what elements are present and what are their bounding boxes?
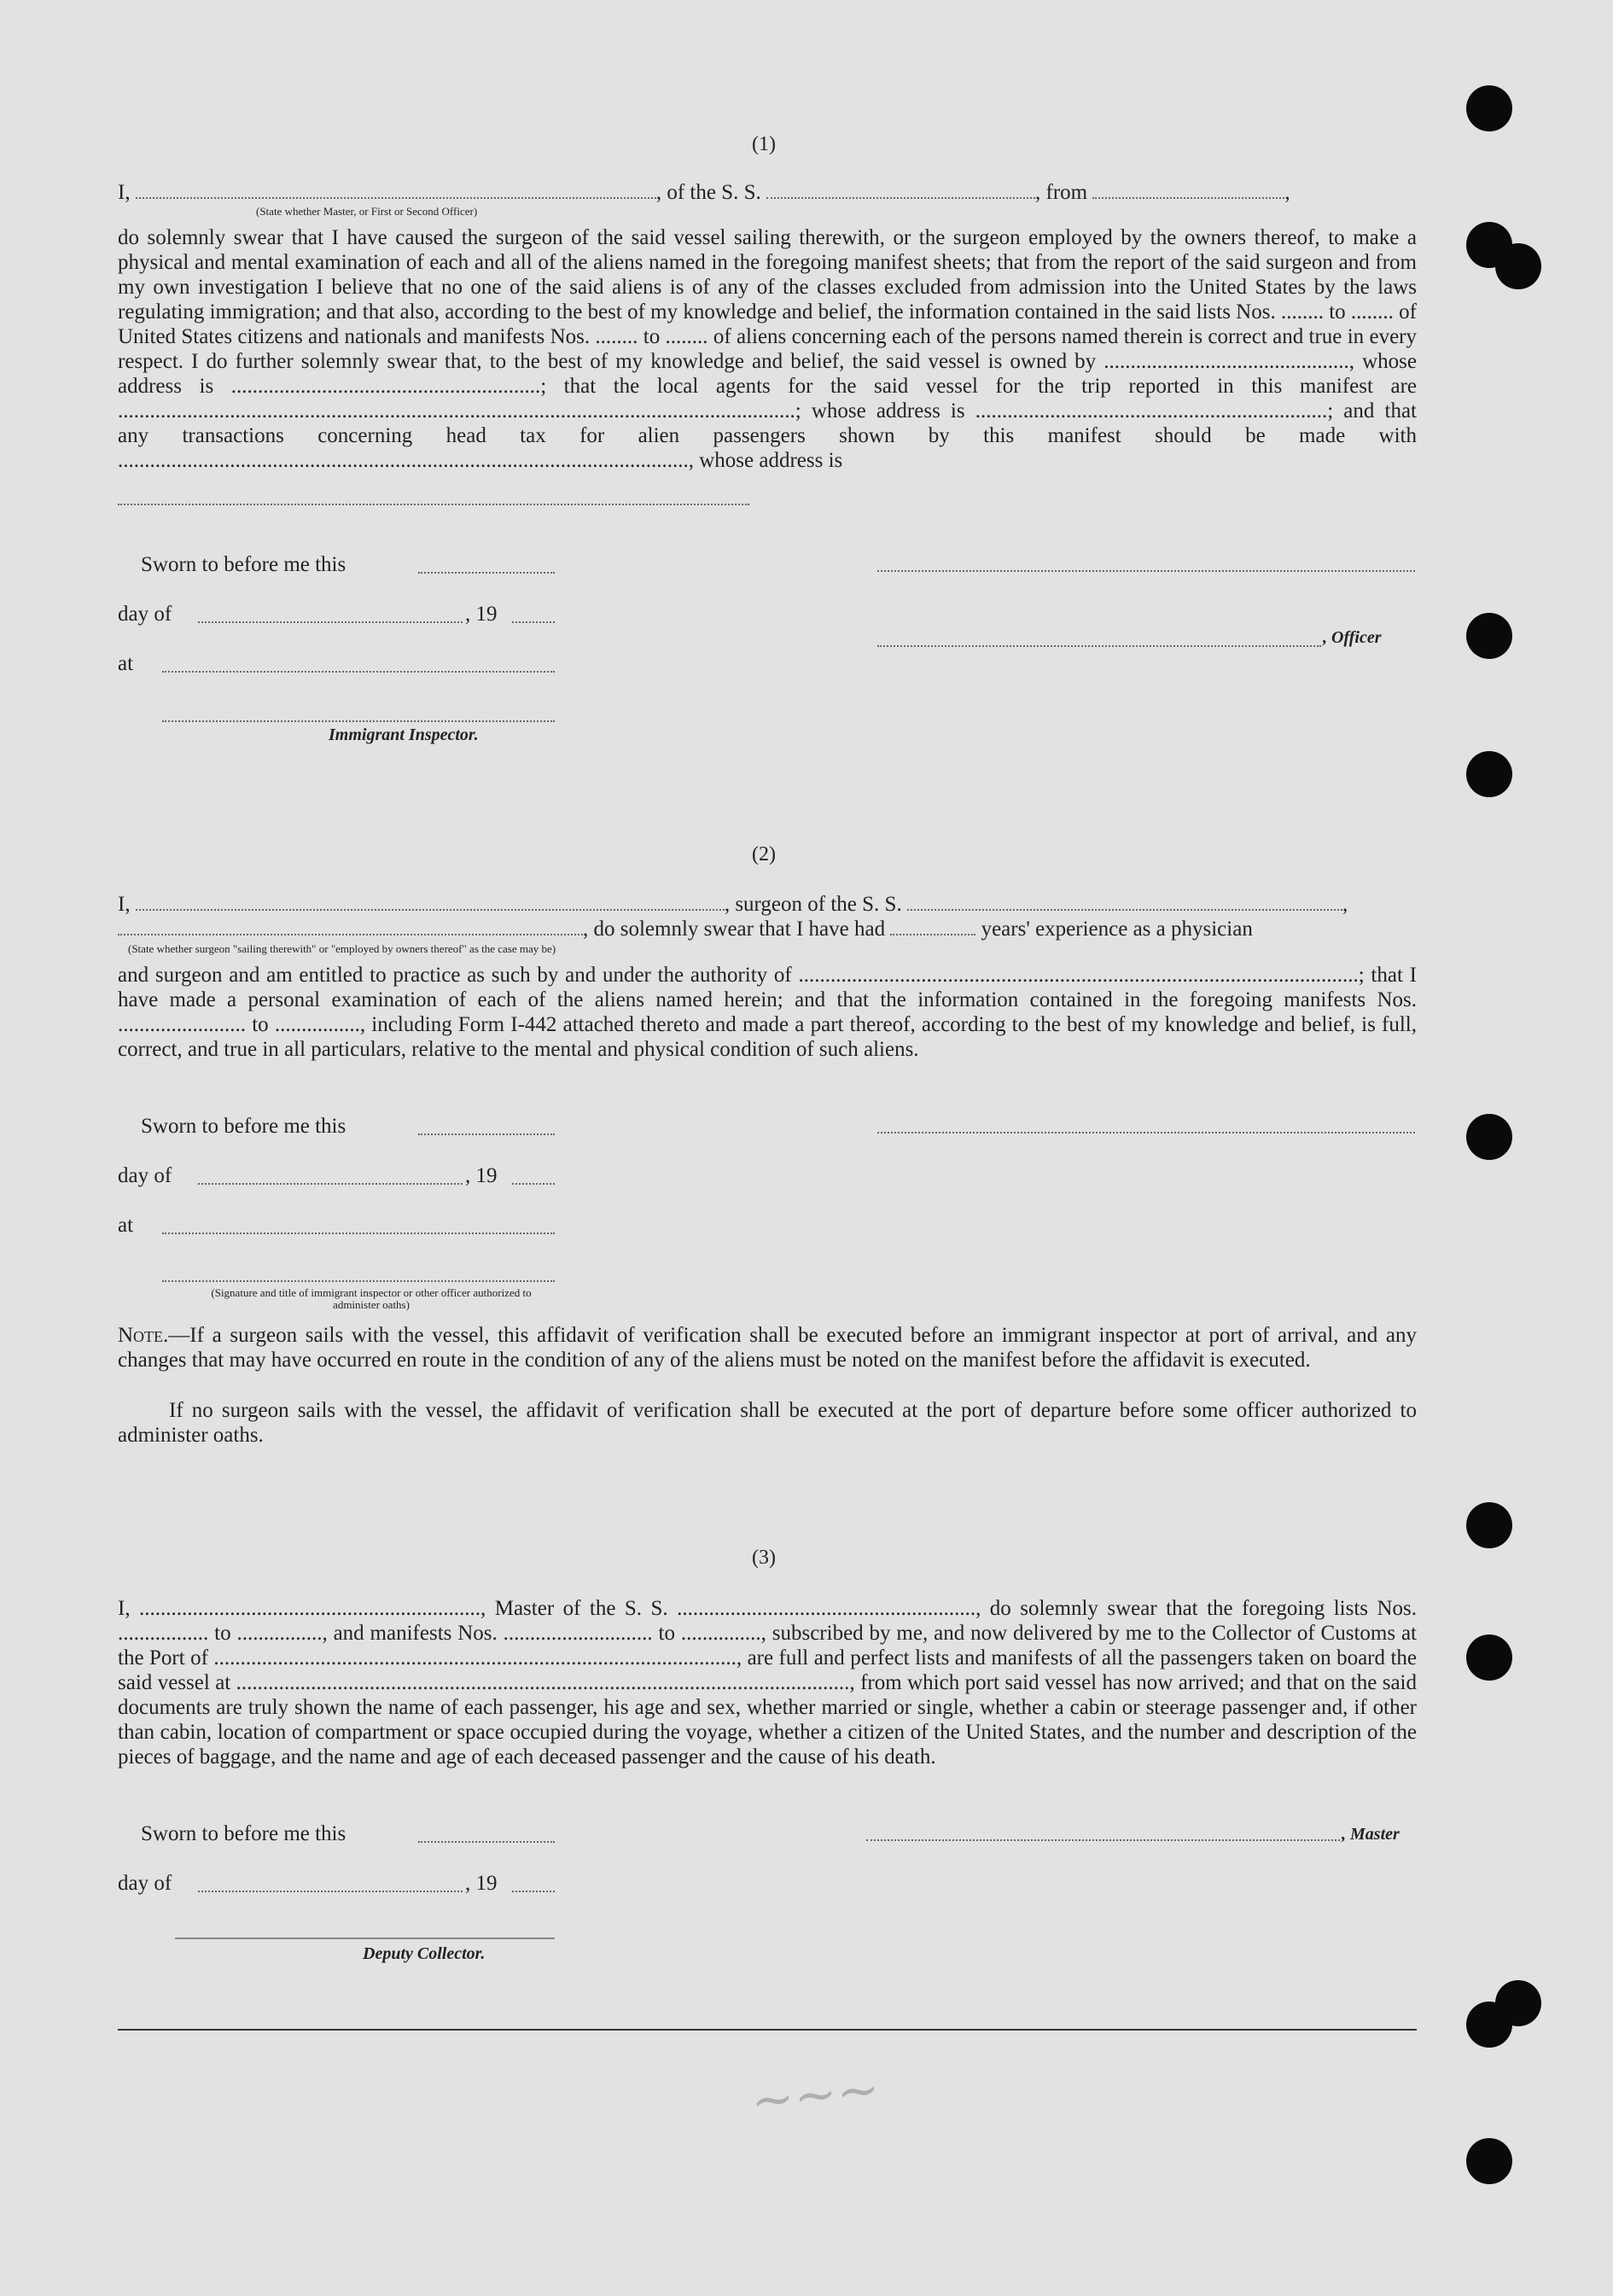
surgeon-of-ss-label: , surgeon of the S. S. (724, 893, 902, 916)
note-label: Note. (118, 1324, 169, 1347)
section-3-sworn-field[interactable] (418, 1841, 555, 1843)
from-label: , from (1035, 181, 1088, 204)
section-1-day-field[interactable] (198, 621, 463, 623)
immigrant-inspector-label: Immigrant Inspector. (329, 726, 479, 744)
section-1-i-label: I, (118, 181, 131, 204)
section-3-year-field[interactable] (512, 1891, 555, 1892)
administering-officer-signature-field[interactable] (162, 1280, 555, 1282)
section-2-first-line: I, , surgeon of the S. S. , (118, 893, 1348, 916)
administering-officer-hint: (Signature and title of immigrant inspector or other officer authorized to administer oaths) (211, 1286, 532, 1311)
handwriting-bleed: ~~~ (748, 2059, 883, 2132)
officer-title-label: , Officer (1323, 628, 1382, 647)
officer-signature-field[interactable] (877, 570, 1415, 572)
surgeon-name-field[interactable] (136, 894, 725, 911)
section-2-oath-text: and surgeon and am entitled to practice as such by and under the authority of .........................................................................................................; that I have made a personal examination of each of the aliens named herein; and that the information contained in the foregoing manifests Nos. ........................ to ................, including Form I-442 attached thereto and made a part thereof, according to the best of my knowledge and belief, is full, correct, and true in all particulars, relative to the mental and physical condition of such aliens. (118, 964, 1417, 1061)
surgeon-signature-field[interactable] (877, 1132, 1415, 1133)
note-text: —If a surgeon sails with the vessel, this affidavit of verification shall be executed before an immigrant inspector at port of arrival, and any changes that may have occurred en route in the condition of any of the aliens must be noted on the manifest before the affidavit is executed. (118, 1324, 1417, 1372)
section-2-at-field[interactable] (162, 1232, 555, 1234)
punch-hole (1466, 1502, 1512, 1548)
deputy-collector-label: Deputy Collector. (363, 1944, 486, 1963)
section-2-day-field[interactable] (198, 1183, 463, 1185)
punch-hole (1466, 613, 1512, 659)
of-ss-label: , of the S. S. (655, 181, 761, 204)
punch-hole (1495, 243, 1541, 289)
section-3-day-label: day of (118, 1872, 172, 1895)
deputy-collector-signature-field[interactable] (175, 1938, 555, 1939)
punch-hole (1466, 85, 1512, 131)
section-2-vessel-field[interactable] (907, 894, 1342, 911)
punch-hole (1466, 2138, 1512, 2184)
section-3-day-field[interactable] (198, 1891, 463, 1892)
section-3-oath-text: I, ................................................................, Master of the S. S. ........................................................, do solemnly swear that the foregoing lists Nos. ................. to ................, and manifests Nos. ............................ to ..............., subscribed by me, and now delivered by me to the Collector of Customs at the Port of .................................................................................................., are full and perfect lists and manifests of all the passengers taken on board the said vessel at ..................................................................................................................., from which port said vessel has now arrived; and that on the said documents are truly shown the name of each passenger, his age and sex, whether married or single, whether a cabin or steerage passenger and, if other than cabin, location of compartment or space occupied during the voyage, whether a citizen of the United States, and the number and description of the pieces of baggage, and the name and age of each deceased passenger and the cause of his death. (118, 1597, 1417, 1769)
section-1-oath-text: do solemnly swear that I have caused the surgeon of the said vessel sailing therewith, or the surgeon employed by the owners thereof, to make a physical and mental examination of each and all of the aliens named in the foregoing manifest sheets; that from the report of the said surgeon and from my own investigation I believe that no one of the said aliens is of any of the classes excluded from admission into the United States by the laws regulating immigration; and that also, according to the best of my knowledge and belief, the information contained in the said lists Nos. ........ to ........ of United States citizens and nationals and manifests Nos. ........ to ........ of aliens concerning each of the persons named therein is correct and true in every respect. I do further solemnly swear that, to the best of my knowledge and belief, the said vessel is owned by .............................................., whose address is ..........................................................; that the local agents for the said vessel for the trip reported in this manifest are ...............................................................................................................................; whose address is ..................................................................; and that any transactions concerning head tax for alien passengers shown by this manifest should be made with ..........................................................................................................., whose address is (118, 226, 1417, 472)
section-1-sworn-label: Sworn to before me this (141, 553, 346, 576)
master-signature-field[interactable] (866, 1839, 1340, 1841)
section-1-first-line: I, , of the S. S. , from , (118, 181, 1290, 204)
punch-hole (1466, 1635, 1512, 1681)
section-2-number: (2) (752, 843, 776, 865)
surgeon-status-hint: (State whether surgeon "sailing therewith" or "employed by owners thereof" as the case may be) (128, 942, 556, 955)
officer-rank-hint: (State whether Master, or First or Second Officer) (256, 205, 478, 218)
section-1-at-label: at (118, 652, 134, 675)
section-2-sworn-label: Sworn to before me this (141, 1115, 346, 1138)
punch-hole (1466, 1114, 1512, 1160)
surgeon-note (118, 1323, 1417, 1372)
section-2-day-label: day of (118, 1164, 172, 1187)
section-2-second-line (118, 918, 1417, 941)
section-1-number: (1) (752, 133, 776, 155)
section-1-sworn-field[interactable] (418, 572, 555, 574)
vessel-name-field[interactable] (766, 182, 1035, 199)
section-2-sworn-field[interactable] (418, 1133, 555, 1135)
no-surgeon-note: If no surgeon sails with the vessel, the affidavit of verification shall be executed at the port of departure before some officer authorized to administer oaths. (118, 1399, 1417, 1447)
officer-rank-field[interactable] (136, 182, 656, 199)
section-1-year-label: , 19 (465, 603, 498, 626)
section-2-year-field[interactable] (512, 1183, 555, 1185)
master-label: , Master (1342, 1825, 1400, 1844)
section-1-address-field[interactable] (118, 504, 749, 505)
punch-hole (1495, 1980, 1541, 2026)
immigrant-inspector-signature-field[interactable] (162, 720, 555, 722)
solemnly-swear-label: , do solemnly swear that I have had (583, 918, 886, 941)
bottom-rule (118, 2029, 1417, 2031)
officer-title-field[interactable] (877, 645, 1321, 647)
section-2-i-label: I, (118, 893, 131, 916)
section-1-day-label: day of (118, 603, 172, 626)
section-2-at-label: at (118, 1214, 134, 1237)
section-3-number: (3) (752, 1547, 776, 1569)
years-experience-label: years' experience as a physician (981, 918, 1253, 941)
section-1-year-field[interactable] (512, 621, 555, 623)
surgeon-status-field[interactable] (118, 918, 583, 935)
section-3-year-label: , 19 (465, 1872, 498, 1895)
years-experience-field[interactable] (890, 918, 975, 935)
from-port-field[interactable] (1092, 182, 1284, 199)
section-1-at-field[interactable] (162, 671, 555, 673)
punch-hole (1466, 751, 1512, 797)
section-2-year-label: , 19 (465, 1164, 498, 1187)
section-3-sworn-label: Sworn to before me this (141, 1822, 346, 1845)
